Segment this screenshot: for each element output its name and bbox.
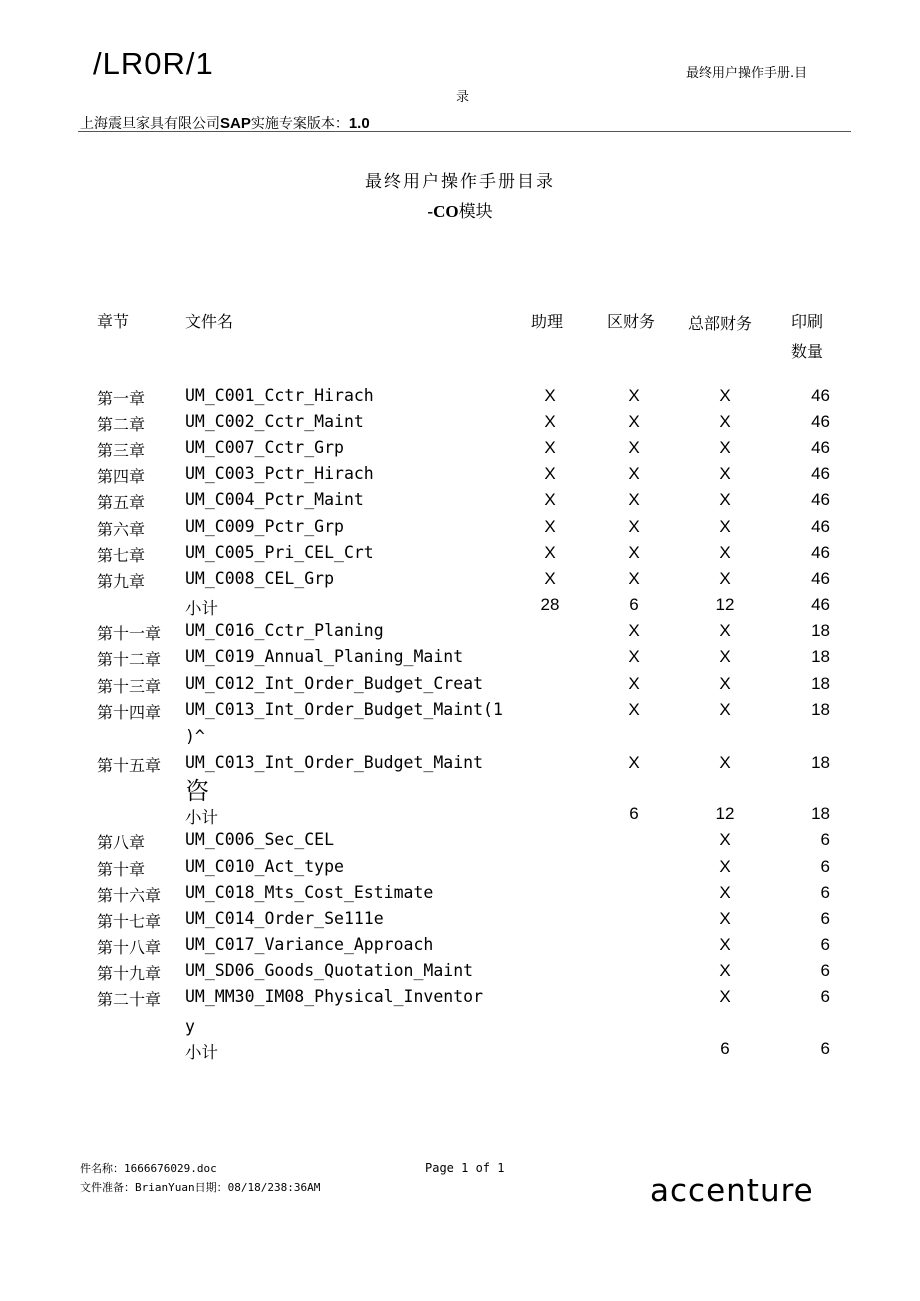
district-finance-cell: X (628, 621, 640, 640)
footer-page-number: Page 1 of 1 (425, 1161, 505, 1175)
district-finance-cell: X (628, 753, 640, 772)
assistant-cell: X (544, 490, 556, 509)
chapter-cell: 第九章 (97, 572, 146, 591)
print-quantity-cell: 18 (811, 674, 830, 693)
print-quantity-cell: 6 (820, 935, 830, 954)
filename-cell: UM_C017_Variance_Approach (185, 935, 434, 954)
filename-cell: 小计 (185, 599, 218, 618)
filename-cell: UM_C006_Sec_CEL (185, 830, 335, 849)
district-finance-cell: X (628, 464, 640, 483)
filename-cell: UM_C019_Annual_Planing_Maint (185, 647, 464, 666)
chapter-cell: 第二十章 (97, 990, 162, 1009)
assistant-cell: X (544, 543, 556, 562)
filename-cell: UM_C016_Cctr_Planing (185, 621, 384, 640)
hq-finance-cell: X (719, 674, 731, 693)
filename-cell: UM_C012_Int_Order_Budget_Creat (185, 674, 484, 693)
column-header-filename: 文件名 (185, 312, 234, 331)
chapter-cell: 第十八章 (97, 938, 162, 957)
chapter-cell: 第十四章 (97, 703, 162, 722)
subtitle-module-code: -CO (427, 202, 459, 221)
filename-cell: UM_C013_Int_Order_Budget_Maint (185, 753, 484, 772)
chapter-cell: 第十二章 (97, 650, 162, 669)
hq-finance-cell: X (719, 909, 731, 928)
chapter-cell: 第六章 (97, 520, 146, 539)
print-quantity-cell: 46 (811, 595, 830, 614)
hq-finance-cell: X (719, 700, 731, 719)
print-quantity-cell: 6 (820, 961, 830, 980)
print-quantity-cell: 6 (820, 987, 830, 1006)
assistant-cell: X (544, 386, 556, 405)
district-finance-cell: 6 (629, 804, 639, 823)
district-finance-cell: X (628, 490, 640, 509)
filename-cell: UM_SD06_Goods_Quotation_Maint (185, 961, 474, 980)
filename-cell: UM_C002_Cctr_Maint (185, 412, 364, 431)
column-header-hq-finance: 总部财务 (688, 314, 753, 333)
chapter-cell: 第七章 (97, 546, 146, 565)
print-quantity-cell: 46 (811, 543, 830, 562)
print-quantity-cell: 6 (820, 909, 830, 928)
column-header-print: 印刷 (791, 312, 824, 331)
chapter-cell: 第十七章 (97, 912, 162, 931)
accenture-logo: accenture (650, 1173, 814, 1209)
page-title: 最终用户操作手册目录 (365, 172, 555, 192)
filename-cell: UM_C009_Pctr_Grp (185, 517, 344, 536)
header-divider (78, 131, 851, 132)
column-header-assistant: 助理 (531, 312, 564, 331)
hq-finance-cell: X (719, 438, 731, 457)
hq-finance-cell: X (719, 935, 731, 954)
hq-finance-cell: X (719, 647, 731, 666)
hq-finance-cell: X (719, 464, 731, 483)
print-quantity-cell: 46 (811, 386, 830, 405)
district-finance-cell: X (628, 569, 640, 588)
print-quantity-cell: 46 (811, 412, 830, 431)
district-finance-cell: 6 (629, 595, 639, 614)
print-quantity-cell: 46 (811, 517, 830, 536)
hq-finance-cell: X (719, 987, 731, 1006)
subtitle-module-word: 模块 (458, 202, 493, 222)
filename-cell: UM_C005_Pri_CEL_Crt (185, 543, 374, 562)
hq-finance-cell: X (719, 883, 731, 902)
filename-cell: UM_C004_Pctr_Maint (185, 490, 364, 509)
chapter-cell: 第一章 (97, 389, 146, 408)
column-header-chapter: 章节 (97, 312, 130, 331)
district-finance-cell: X (628, 543, 640, 562)
hq-finance-cell: 12 (715, 804, 735, 823)
filename-cell: 小计 (185, 1043, 218, 1062)
header-manual-title: 最终用户操作手册.目 (686, 66, 808, 81)
print-quantity-cell: 6 (820, 857, 830, 876)
assistant-cell: X (544, 438, 556, 457)
footer-filename: 件名称：1666676029.doc (80, 1162, 217, 1175)
company-name: 上海震旦家具有限公司 (80, 116, 220, 132)
chapter-cell: 第五章 (97, 493, 146, 512)
chapter-cell: 第十三章 (97, 677, 162, 696)
hq-finance-cell: X (719, 569, 731, 588)
filename-cell: )^ (185, 727, 205, 746)
print-quantity-cell: 18 (811, 647, 830, 666)
hq-finance-cell: X (719, 490, 731, 509)
print-quantity-cell: 46 (811, 569, 830, 588)
column-header-quantity: 数量 (791, 342, 824, 361)
hq-finance-cell: X (719, 753, 731, 772)
company-sap: SAP (220, 115, 251, 132)
district-finance-cell: X (628, 674, 640, 693)
filename-cell: 咨 (185, 777, 209, 805)
hq-finance-cell: X (719, 961, 731, 980)
filename-cell: UM_C013_Int_Order_Budget_Maint(1 (185, 700, 503, 719)
print-quantity-cell: 18 (811, 804, 830, 823)
hq-finance-cell: X (719, 386, 731, 405)
company-version-label: 实施专案版本： (250, 116, 349, 132)
header-company-line (80, 113, 370, 133)
filename-cell: UM_C018_Mts_Cost_Estimate (185, 883, 434, 902)
chapter-cell: 第十九章 (97, 964, 162, 983)
filename-cell: UM_C008_CEL_Grp (185, 569, 335, 588)
document-code: /LR0R/1 (93, 46, 214, 81)
district-finance-cell: X (628, 412, 640, 431)
header-manual-title-continued: 录 (456, 90, 470, 105)
print-quantity-cell: 18 (811, 700, 830, 719)
print-quantity-cell: 18 (811, 753, 830, 772)
chapter-cell: 第八章 (97, 833, 146, 852)
filename-cell: UM_C001_Cctr_Hirach (185, 386, 374, 405)
chapter-cell: 第十一章 (97, 624, 162, 643)
company-version: 1.0 (348, 115, 370, 132)
assistant-cell: 28 (540, 595, 560, 614)
hq-finance-cell: X (719, 830, 731, 849)
filename-cell: UM_C014_Order_Se111e (185, 909, 384, 928)
district-finance-cell: X (628, 386, 640, 405)
column-header-district-finance: 区财务 (607, 312, 656, 331)
assistant-cell: X (544, 464, 556, 483)
page-subtitle (0, 197, 920, 222)
hq-finance-cell: X (719, 543, 731, 562)
assistant-cell: X (544, 569, 556, 588)
print-quantity-cell: 46 (811, 464, 830, 483)
hq-finance-cell: X (719, 412, 731, 431)
hq-finance-cell: X (719, 517, 731, 536)
print-quantity-cell: 46 (811, 438, 830, 457)
district-finance-cell: X (628, 700, 640, 719)
filename-cell: UM_C007_Cctr_Grp (185, 438, 344, 457)
district-finance-cell: X (628, 517, 640, 536)
hq-finance-cell: X (719, 857, 731, 876)
print-quantity-cell: 6 (820, 1039, 830, 1058)
district-finance-cell: X (628, 438, 640, 457)
district-finance-cell: X (628, 647, 640, 666)
assistant-cell: X (544, 517, 556, 536)
print-quantity-cell: 6 (820, 830, 830, 849)
filename-cell: 小计 (185, 808, 218, 827)
chapter-cell: 第十五章 (97, 756, 162, 775)
chapter-cell: 第十六章 (97, 886, 162, 905)
chapter-cell: 第二章 (97, 415, 146, 434)
chapter-cell: 第四章 (97, 467, 146, 486)
footer-prepared-by: 文件准备：BrianYuan日期：08/18/238:36AM (80, 1181, 321, 1194)
chapter-cell: 第十章 (97, 860, 146, 879)
filename-cell: UM_MM30_IM08_Physical_Inventor (185, 987, 484, 1006)
hq-finance-cell: 12 (715, 595, 735, 614)
print-quantity-cell: 18 (811, 621, 830, 640)
hq-finance-cell: 6 (720, 1039, 730, 1058)
chapter-cell: 第三章 (97, 441, 146, 460)
assistant-cell: X (544, 412, 556, 431)
hq-finance-cell: X (719, 621, 731, 640)
filename-cell: y (185, 1017, 195, 1036)
print-quantity-cell: 6 (820, 883, 830, 902)
filename-cell: UM_C010_Act_type (185, 857, 344, 876)
filename-cell: UM_C003_Pctr_Hirach (185, 464, 374, 483)
print-quantity-cell: 46 (811, 490, 830, 509)
